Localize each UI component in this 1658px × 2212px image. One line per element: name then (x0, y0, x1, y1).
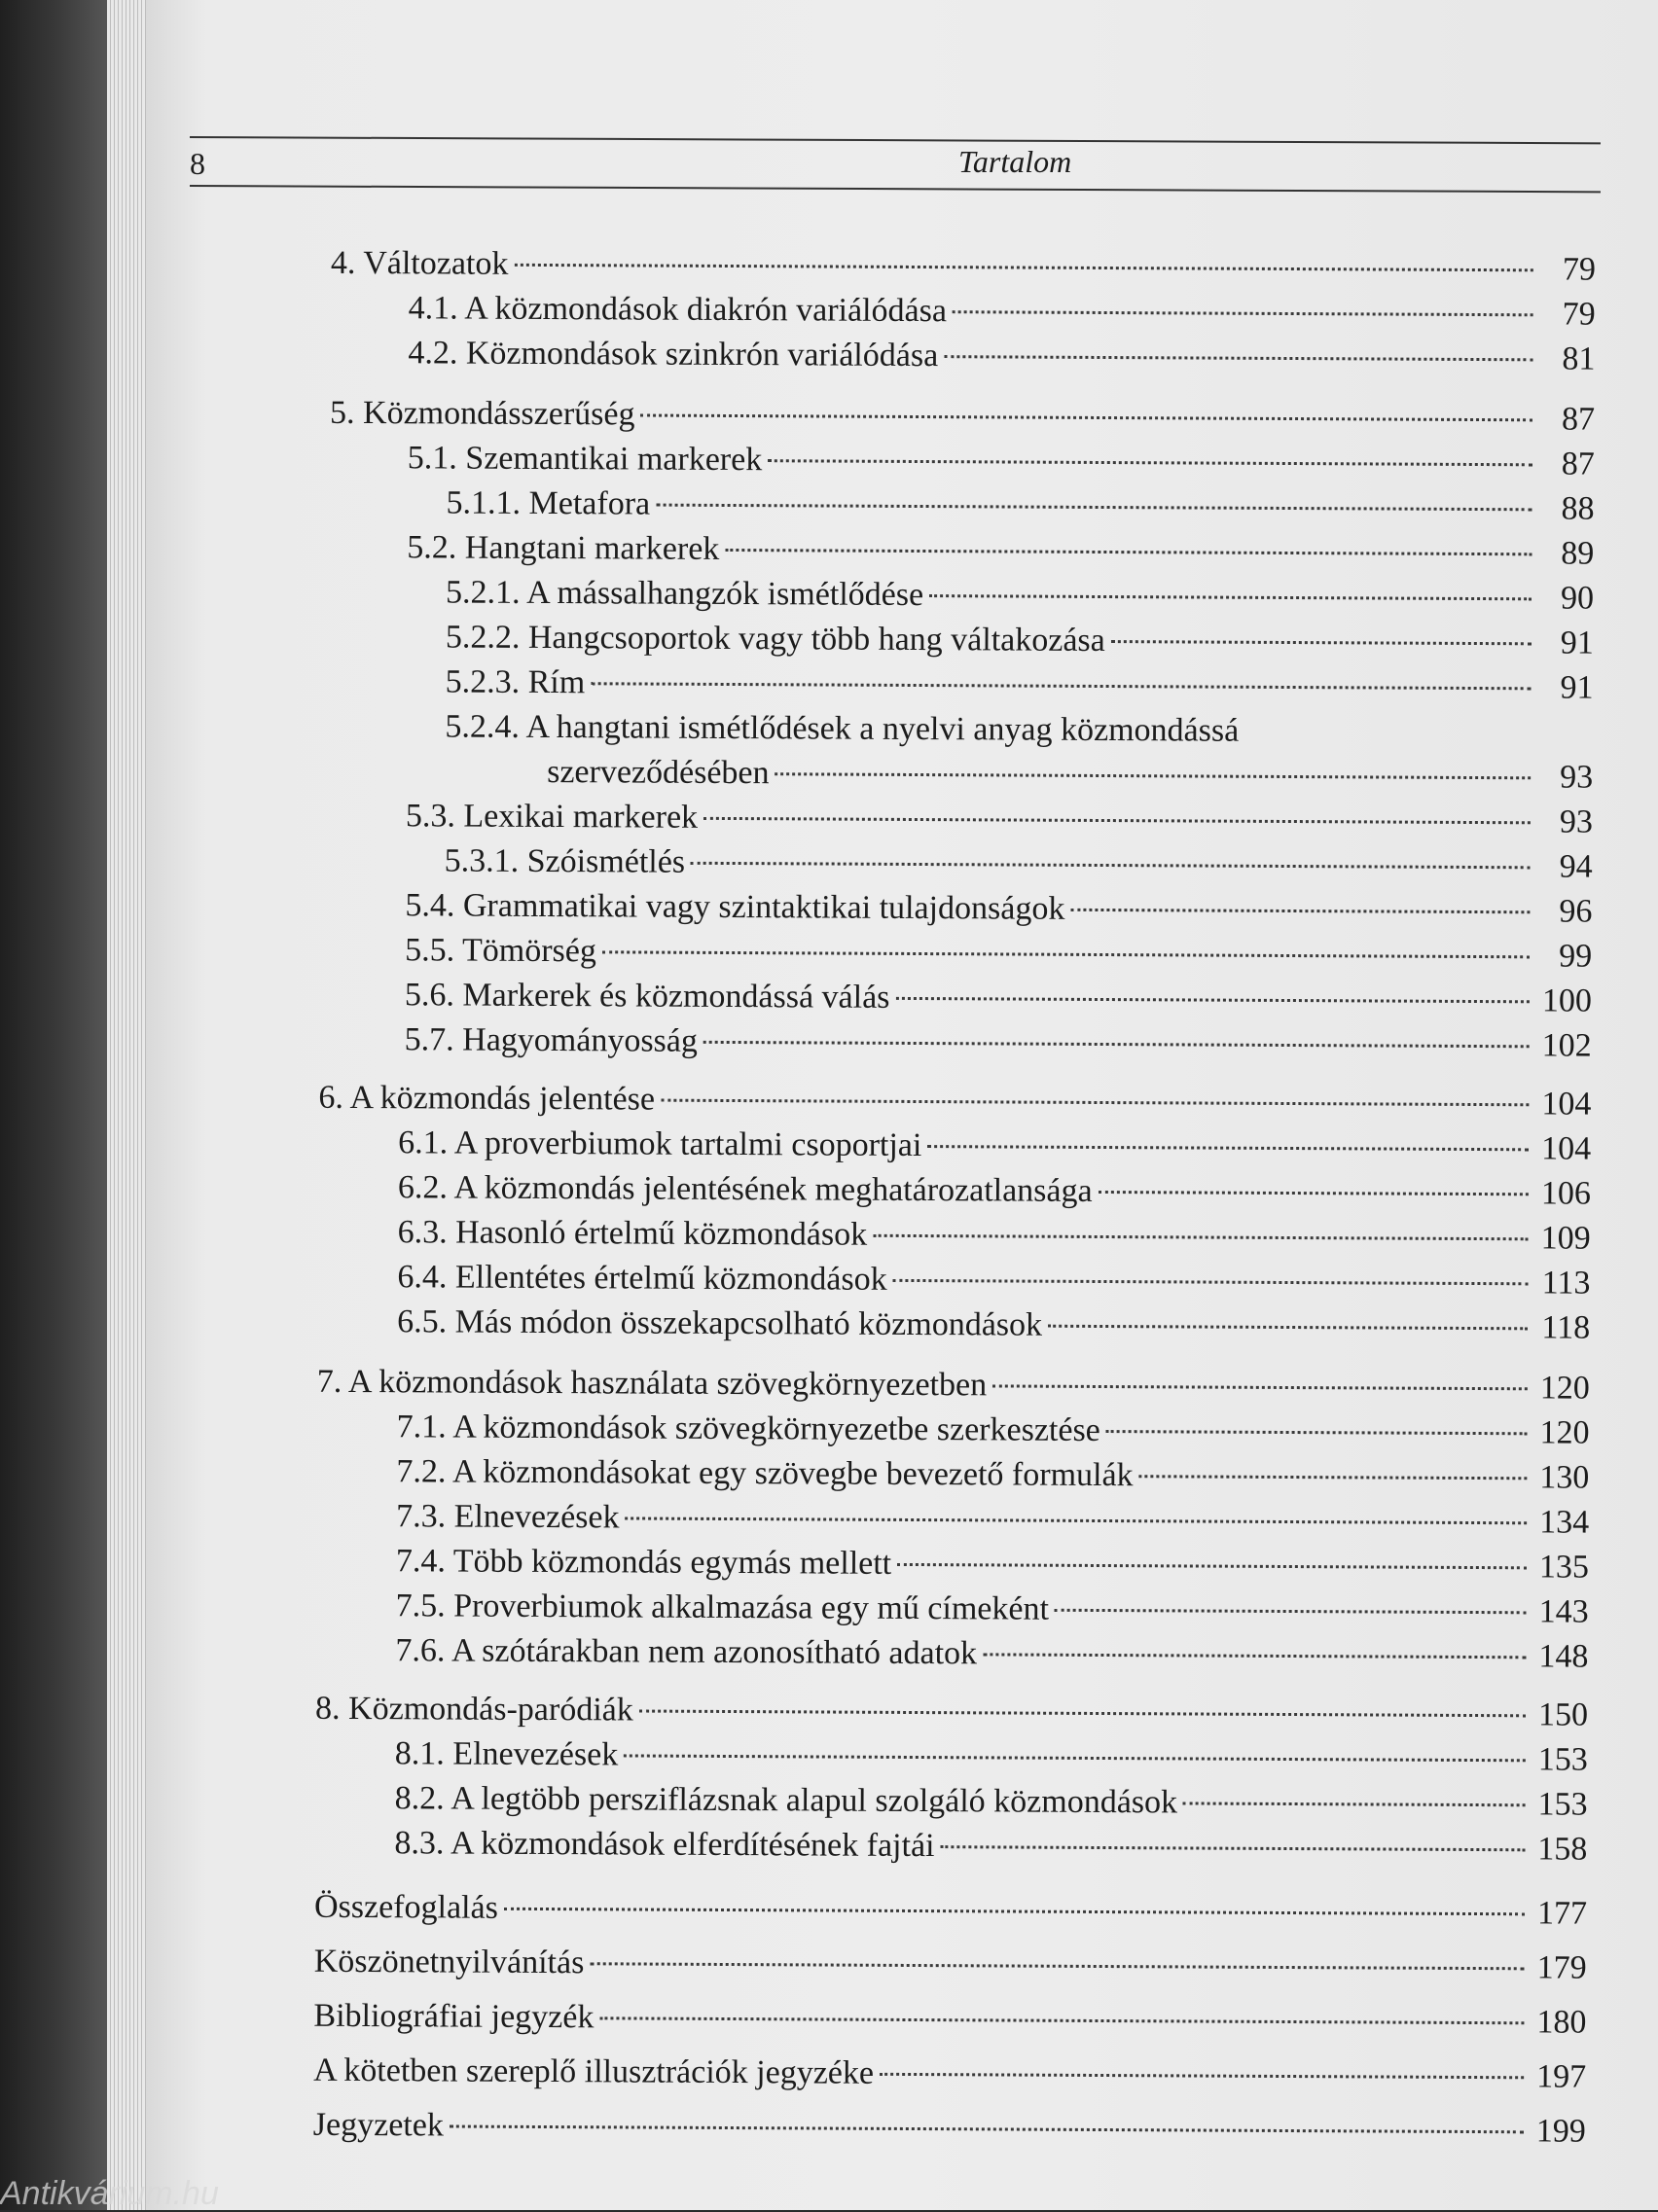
toc-entry-6-2 (398, 1166, 1591, 1215)
toc-entry-title: 5.1. Szemantikai markerek (407, 440, 763, 479)
toc-entry-title: A kötetben szereplő illusztrációk jegyzéke (313, 2051, 875, 2091)
dot-leader (897, 1563, 1527, 1569)
dot-leader (639, 1710, 1526, 1718)
toc-entry-title: 6.4. Ellentétes értelmű közmondások (397, 1259, 887, 1298)
toc-entry-page: 135 (1538, 1549, 1589, 1586)
toc-entry-page: 93 (1559, 803, 1593, 840)
toc-entry-7-2 (396, 1450, 1589, 1499)
watermark: Antikvárium.hu (0, 2175, 219, 2212)
toc-entry-page: 113 (1541, 1265, 1591, 1302)
toc-entry-title: 8.1. Elnevezések (394, 1735, 619, 1773)
toc-entry-title: 5.7. Hagyományosság (404, 1021, 699, 1059)
toc-entry-7-1 (397, 1406, 1590, 1454)
toc-entry-5-5 (405, 929, 1592, 978)
toc-entry-5 (330, 392, 1595, 442)
toc-entry-title: 6.2. A közmondás jelentésének meghatározatlansága (397, 1169, 1093, 1209)
toc-entry-title: Bibliográfiai jegyzék (313, 1997, 595, 2036)
toc-entry-bibliography (313, 1995, 1586, 2045)
toc-entry-5-1 (408, 437, 1595, 485)
toc-entry-page: 94 (1559, 848, 1593, 885)
dot-leader (929, 594, 1532, 600)
dot-leader (927, 1145, 1529, 1151)
toc-entry-title-continuation: szerveződésében (547, 754, 770, 792)
toc-entry-5-2-4 (547, 751, 1593, 800)
page-number: 8 (190, 146, 205, 181)
dot-leader (1048, 1325, 1528, 1331)
toc-entry-summary (314, 1886, 1587, 1936)
dot-leader (1183, 1802, 1526, 1806)
toc-entry-4-1 (409, 287, 1596, 336)
toc-entry-title: 7.3. Elnevezések (396, 1498, 620, 1536)
toc-entry-title: 5.5. Tömörség (405, 932, 597, 970)
toc-entry-title: 5.6. Markerek és közmondássá válás (404, 977, 890, 1016)
toc-entry-title: Köszönetnyilvánítás (313, 1943, 585, 1981)
toc-entry-page: 150 (1537, 1696, 1589, 1733)
dot-leader (880, 2073, 1524, 2079)
toc-entry-title: 4. Változatok (330, 244, 509, 282)
toc-entry-5-6 (405, 974, 1592, 1022)
toc-entry-page: 99 (1559, 938, 1593, 975)
toc-entry-title: 5. Közmondásszerűség (329, 394, 635, 433)
toc-entry-8-1 (395, 1732, 1588, 1781)
toc-entry-title: 5.3.1. Szóismétlés (444, 842, 686, 880)
toc-entry-page: 180 (1536, 2004, 1587, 2041)
toc-entry-page: 134 (1539, 1504, 1590, 1541)
header-rule-bottom (190, 185, 1601, 193)
toc-entry-5-2-2 (446, 616, 1594, 664)
dot-leader (1139, 1475, 1528, 1480)
toc-entry-title: Összefoglalás (313, 1888, 498, 1926)
dot-leader (624, 1754, 1526, 1762)
dot-leader (656, 504, 1532, 512)
toc-entry-page: 130 (1539, 1459, 1590, 1496)
dot-leader (873, 1234, 1528, 1241)
toc-entry-6-5 (397, 1301, 1590, 1349)
toc-entry-page: 106 (1540, 1175, 1591, 1212)
dot-leader (1055, 1609, 1527, 1615)
dot-leader (893, 1279, 1529, 1285)
page-header (190, 136, 1601, 206)
toc-entry-page: 109 (1540, 1220, 1591, 1257)
toc-entry-6-3 (398, 1211, 1591, 1260)
toc-entry-page: 148 (1538, 1638, 1589, 1675)
dot-leader (602, 950, 1530, 958)
toc-entry-7-5 (396, 1585, 1589, 1633)
toc-entry-8-3 (394, 1822, 1587, 1871)
toc-entry-title: 7.1. A közmondások szövegkörnyezetbe szerkesztése (396, 1409, 1100, 1448)
dot-leader (1099, 1191, 1529, 1195)
toc-entry-page: 91 (1560, 624, 1594, 661)
toc-entry-title: 5.3. Lexikai markerek (405, 798, 699, 836)
toc-entry-page: 89 (1561, 535, 1595, 572)
dot-leader (941, 1845, 1526, 1851)
toc-entry-page: 87 (1561, 446, 1595, 482)
toc-entry-title: 4.1. A közmondások diakrón variálódása (408, 290, 948, 330)
dot-leader (944, 355, 1532, 361)
dot-leader (450, 2125, 1524, 2134)
toc-entry-7-3 (396, 1495, 1589, 1544)
toc-entry-4 (331, 242, 1596, 292)
dot-leader (775, 772, 1532, 779)
toc-entry-title: 5.1.1. Metafora (446, 484, 651, 522)
toc-entry-5-3-1 (445, 839, 1593, 888)
dot-leader (768, 459, 1532, 466)
dot-leader (895, 997, 1529, 1003)
toc-entry-7-6 (395, 1629, 1588, 1678)
toc-entry-page: 100 (1541, 982, 1593, 1019)
dot-leader (1111, 640, 1532, 645)
toc-entry-5-3 (406, 795, 1593, 843)
toc-entry-title: 7.6. A szótárakban nem azonosítható adatok (395, 1632, 978, 1672)
toc-entry-page: 158 (1537, 1831, 1588, 1868)
dot-leader (514, 264, 1532, 271)
toc-entry-title: 6.5. Más módon összekapcsolható közmondások (397, 1303, 1043, 1343)
toc-entry-page: 118 (1541, 1309, 1591, 1346)
toc-entry-page: 91 (1560, 669, 1594, 706)
toc-entry-title: 8.3. A közmondások elferdítésének fajtái (394, 1825, 935, 1865)
toc-entry-8-2 (395, 1777, 1588, 1826)
dot-leader (703, 1041, 1530, 1048)
header-rule-top (190, 136, 1601, 144)
toc-entry-title: 7.4. Több közmondás egymás mellett (395, 1543, 892, 1582)
dot-leader (641, 414, 1533, 422)
dot-leader (661, 1099, 1529, 1107)
toc-entry-8 (315, 1688, 1588, 1737)
toc-entry-title: 7. A közmondások használata szövegkörnyezetben (316, 1363, 988, 1404)
toc-entry-page: 120 (1539, 1370, 1590, 1407)
toc-entry-page: 79 (1562, 296, 1596, 333)
toc-entry-page: 96 (1559, 893, 1593, 930)
dot-leader (626, 1516, 1528, 1524)
toc-entry-title: 5.4. Grammatikai vagy szintaktikai tulajdonságok (405, 887, 1065, 927)
toc-entry-5-2-3 (446, 660, 1594, 709)
dot-leader (591, 682, 1531, 690)
toc-entry-page: 143 (1538, 1593, 1589, 1630)
toc-entry-page: 93 (1560, 759, 1594, 796)
toc-entry-notes (313, 2104, 1586, 2154)
dot-leader (1070, 909, 1530, 913)
toc-entry-page: 88 (1561, 490, 1595, 527)
toc-entry-page: 153 (1537, 1786, 1588, 1823)
page-edges (107, 0, 150, 2210)
toc-entry-6-4 (397, 1256, 1590, 1304)
toc-entry-page: 104 (1541, 1130, 1592, 1167)
toc-entry-page: 177 (1536, 1895, 1588, 1932)
toc-entry-page: 199 (1535, 2113, 1586, 2150)
toc-entry-title: Jegyzetek (312, 2106, 445, 2144)
toc-entry-title: 5.2. Hangtani markerek (407, 529, 720, 567)
toc-entry-page: 79 (1562, 251, 1596, 288)
toc-entry-title: 4.2. Közmondások szinkrón variálódása (408, 335, 939, 375)
toc-entry-page: 197 (1536, 2058, 1587, 2095)
toc-entry-title: 7.2. A közmondásokat egy szövegbe bevezető formulák (396, 1453, 1134, 1494)
toc-entry-page: 90 (1561, 580, 1595, 617)
toc-entry-5-2-1 (446, 571, 1594, 620)
dot-leader (953, 310, 1533, 316)
toc-entry-acknowledgements (314, 1941, 1587, 1990)
toc-entry-page: 102 (1541, 1027, 1592, 1064)
dot-leader (983, 1653, 1526, 1659)
toc-entry-title: 6.1. A proverbiumok tartalmi csoportjai (398, 1124, 922, 1164)
dot-leader (992, 1384, 1528, 1390)
toc-entry-page: 179 (1536, 1949, 1587, 1986)
running-title: Tartalom (958, 144, 1072, 179)
toc-entry-title: 6.3. Hasonló értelmű közmondások (397, 1214, 868, 1253)
toc-entry-5-2-4-title: 5.2.4. A hangtani ismétlődések a nyelvi anyag közmondássá (445, 708, 1240, 749)
toc-entry-title: 5.2.3. Rím (445, 663, 586, 701)
toc-entry-6-1 (398, 1122, 1591, 1170)
toc-entry-title: 5.2.1. A mássalhangzók ismétlődése (446, 574, 924, 614)
dot-leader (1106, 1430, 1528, 1435)
dot-leader (599, 2016, 1524, 2024)
toc-entry-page: 120 (1539, 1414, 1590, 1451)
toc-entry-4-2 (408, 332, 1595, 380)
toc-entry-7 (317, 1361, 1590, 1410)
dot-leader (703, 817, 1531, 824)
toc-entry-page: 104 (1541, 1086, 1592, 1123)
dot-leader (691, 862, 1531, 870)
table-of-contents (165, 241, 1596, 2185)
toc-entry-page: 153 (1537, 1741, 1588, 1778)
dot-leader (590, 1962, 1524, 1970)
toc-entry-title: 8.2. A legtöbb persziflázsnak alapul szolgáló közmondások (394, 1780, 1178, 1821)
toc-entry-5-4 (405, 884, 1592, 933)
toc-entry-5-2 (407, 526, 1594, 575)
dot-leader (725, 549, 1532, 555)
dot-leader (504, 1908, 1525, 1915)
toc-entry-5-7 (405, 1018, 1592, 1067)
toc-entry-6 (318, 1077, 1591, 1126)
toc-entry-title: 7.5. Proverbiumok alkalmazása egy mű címeként (395, 1588, 1050, 1627)
toc-entry-page: 81 (1562, 340, 1596, 377)
toc-entry-title: 6. A közmondás jelentése (318, 1079, 656, 1118)
toc-entry-page: 87 (1561, 401, 1596, 438)
toc-entry-7-4 (396, 1540, 1589, 1588)
toc-entry-illustrations (313, 2050, 1586, 2099)
toc-entry-title: 5.2.2. Hangcsoportok vagy több hang váltakozása (445, 619, 1105, 660)
toc-entry-title: 8. Közmondás-paródiák (315, 1690, 633, 1729)
toc-entry-5-1-1 (446, 482, 1594, 530)
